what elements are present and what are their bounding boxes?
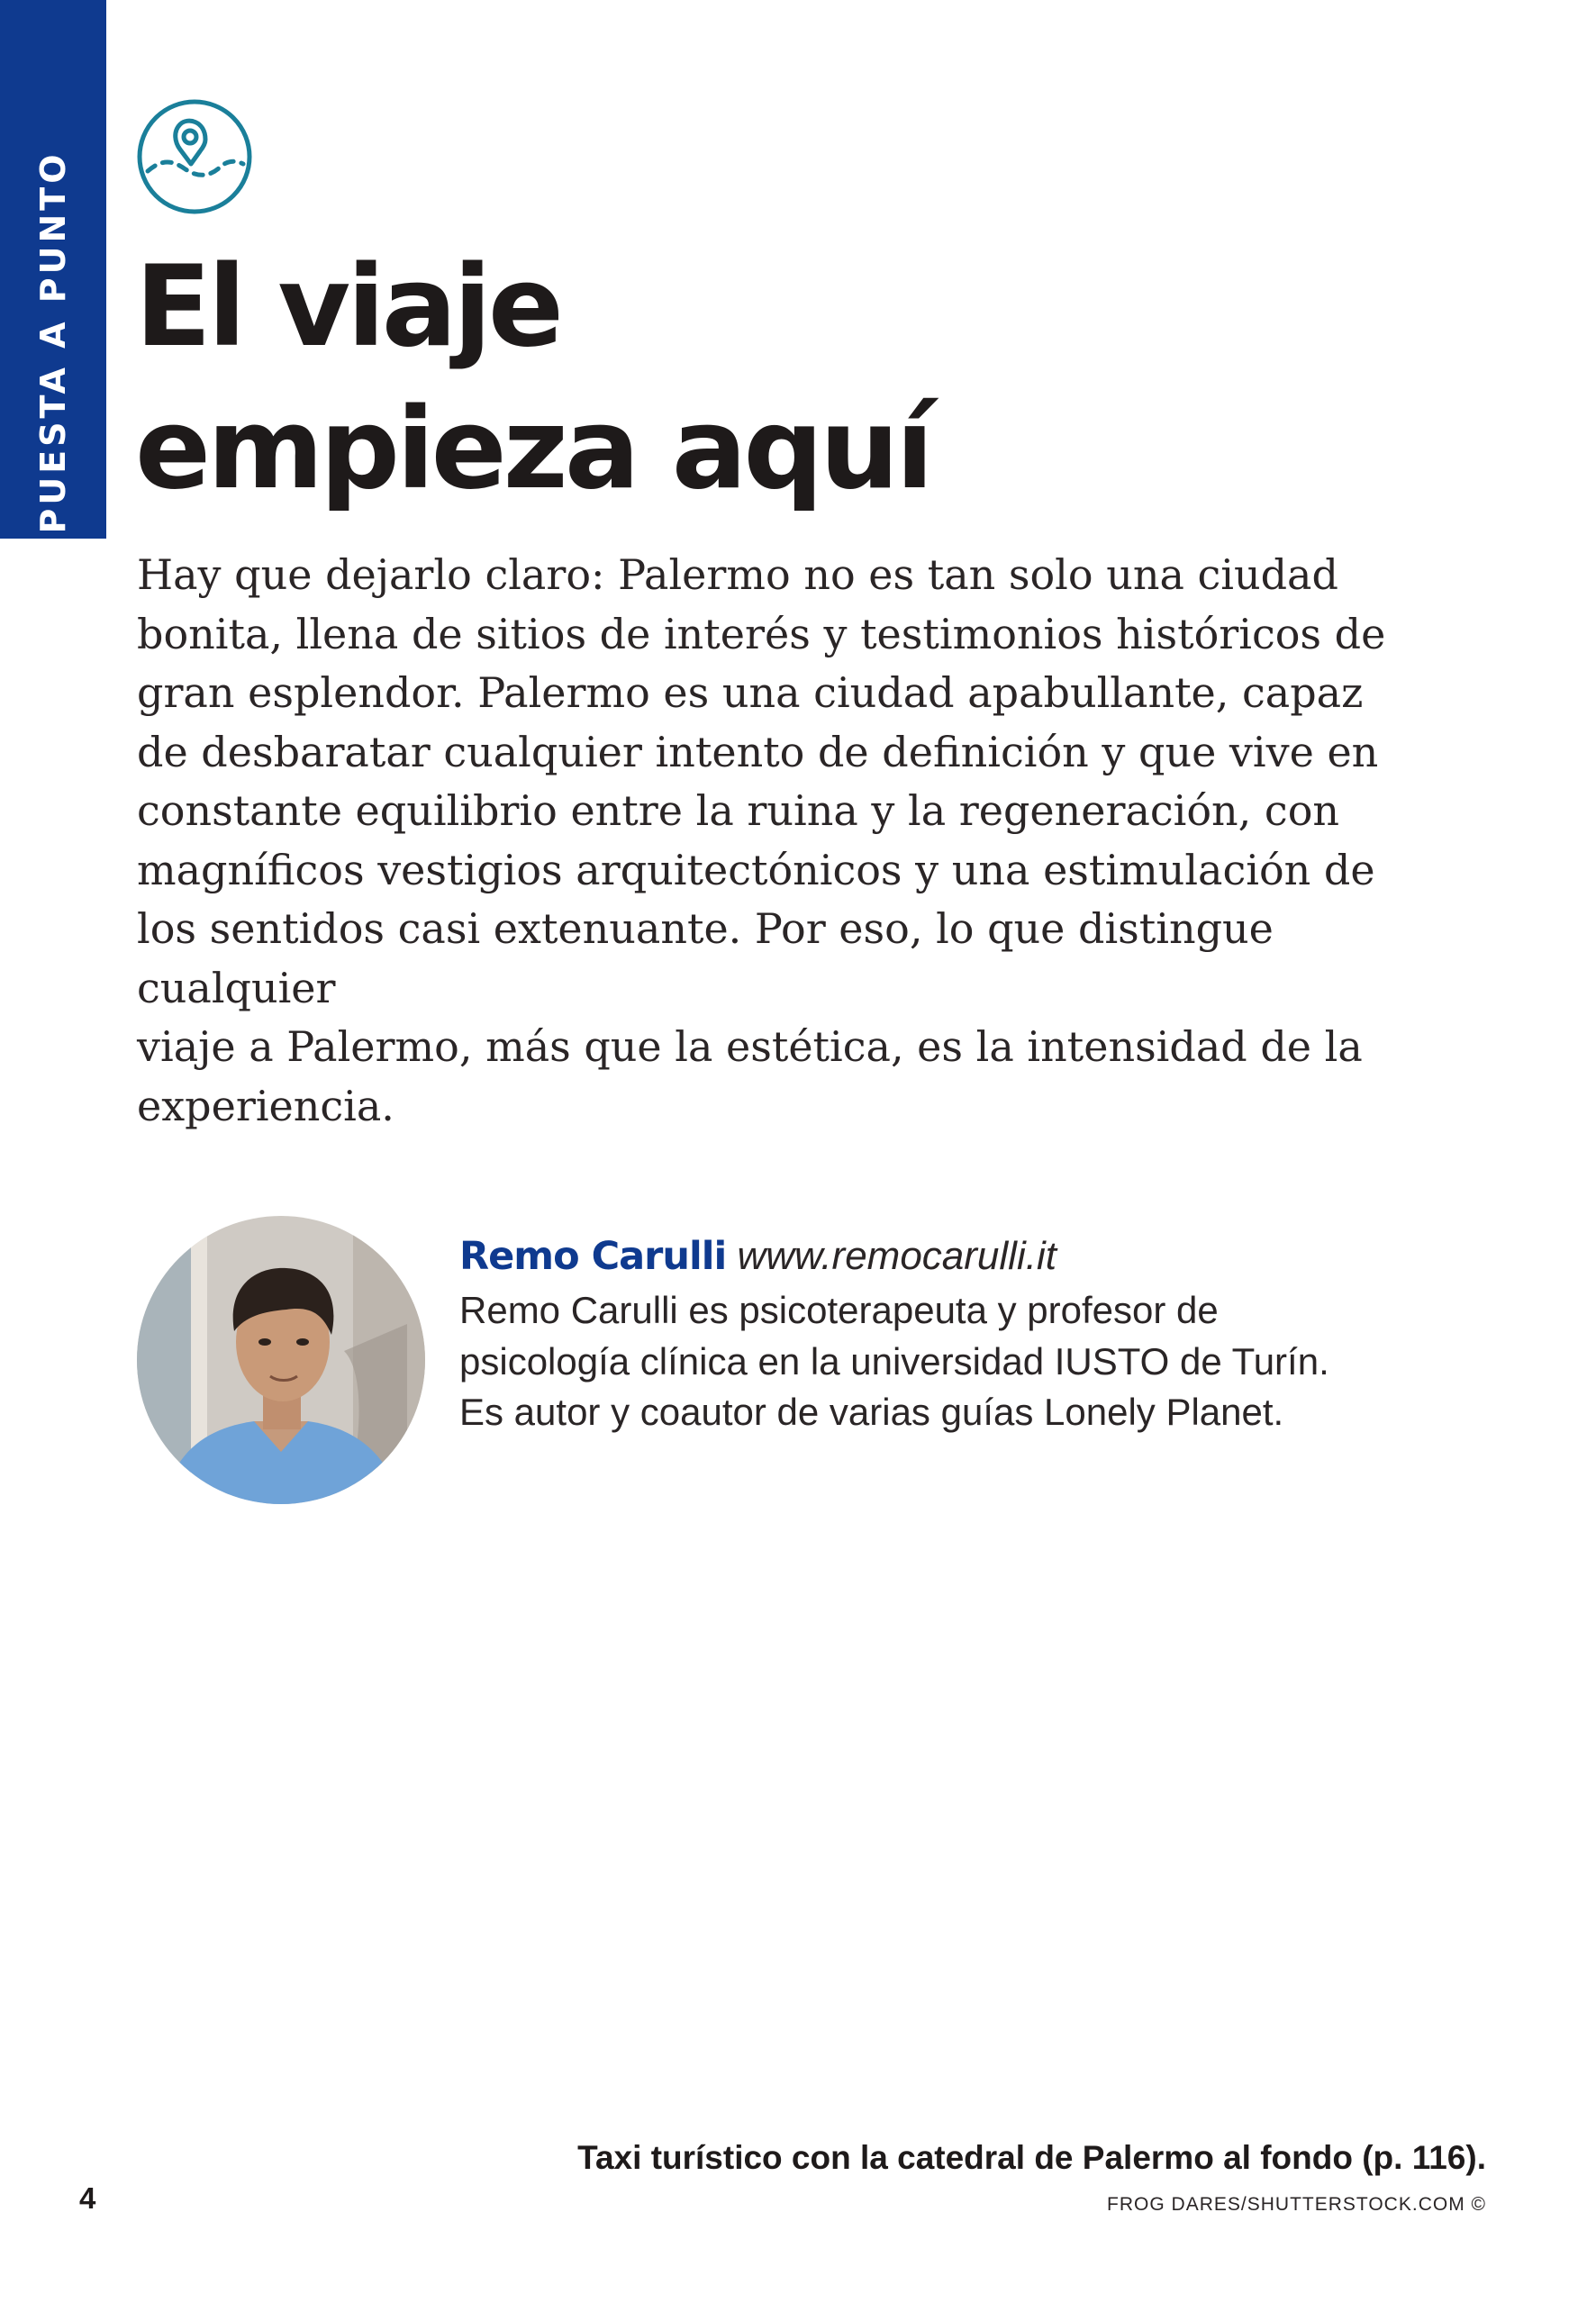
author-bio-line: Es autor y coautor de varias guías Lonely Planet. [459,1391,1284,1433]
author-avatar [137,1216,425,1504]
intro-line: Hay que dejarlo claro: Palermo no es tan solo una ciudad [137,550,1338,599]
intro-line: constante equilibrio entre la ruina y la regeneración, con [137,786,1340,835]
author-bio-line: Remo Carulli es psicoterapeuta y profesor de [459,1289,1219,1331]
author-name: Remo Carulli [459,1234,727,1279]
intro-line: los sentidos casi extenuante. Por eso, lo que distingue cualquier [137,904,1274,1012]
author-block [459,1228,1495,1438]
intro-line: gran esplendor. Palermo es una ciudad apabullante, capaz [137,668,1364,717]
author-bio-line: psicología clínica en la universidad IUSTO de Turín. [459,1339,1329,1383]
title-line-2: empieza aquí [135,385,930,514]
author-bio [459,1285,1486,1438]
intro-line: bonita, llena de sitios de interés y testimonios históricos de [137,609,1386,658]
page-title [135,236,930,521]
photo-credit: FROG DARES/SHUTTERSTOCK.COM © [1107,2194,1486,2215]
intro-line: viaje a Palermo, más que la estética, es la intensidad de la [137,1022,1363,1071]
author-website-link[interactable]: www.remocarulli.it [737,1234,1056,1278]
title-line-1: El viaje [135,242,560,372]
author-portrait [137,1216,425,1504]
section-tab [0,0,106,539]
intro-line: magníficos vestigios arquitectónicos y una estimulación de [137,845,1375,894]
map-pin-route-icon [135,97,254,216]
intro-paragraph [137,546,1479,1136]
author-heading [459,1228,1495,1285]
intro-line: de desbaratar cualquier intento de definición y que vive en [137,727,1379,776]
intro-line: experiencia. [137,1081,394,1130]
section-tab-label: PUESTA A PUNTO [33,150,73,534]
page-number: 4 [79,2181,96,2215]
photo-caption: Taxi turístico con la catedral de Palermo al fondo (p. 116). [577,2139,1486,2176]
